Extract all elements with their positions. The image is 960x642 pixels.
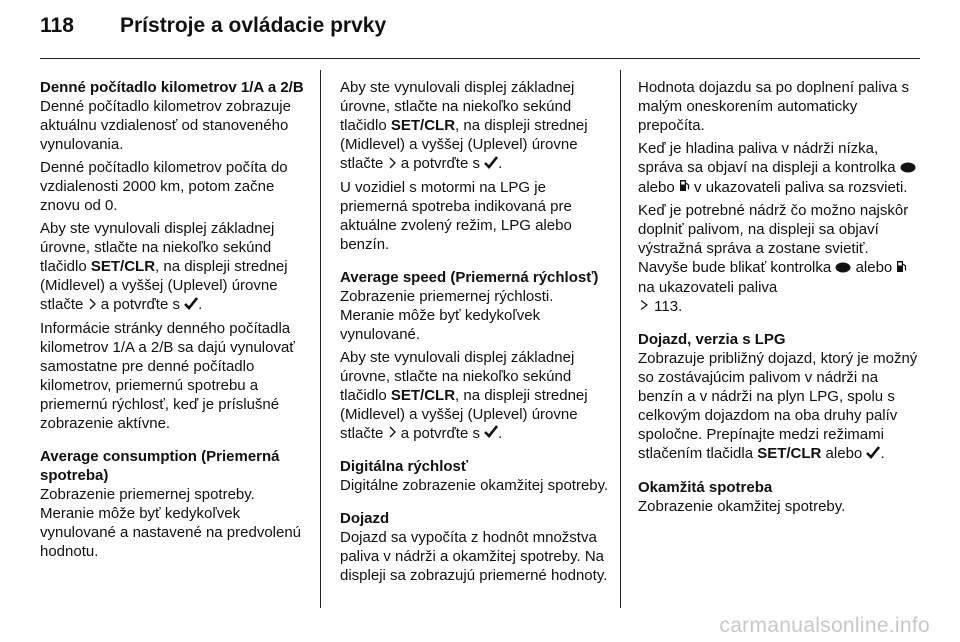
checkmark-icon xyxy=(866,445,880,464)
oval-lamp-icon xyxy=(900,159,916,178)
paragraph: Aby ste vynulovali displej základnej úrovne, stlačte na niekoľko sekúnd tlačidlo SET/CLR, na displeji strednej (Midlevel) a vyššej (Uplevel) úrovne stlačte a potvrďte s . xyxy=(340,79,588,172)
page-number: 118 xyxy=(40,14,74,37)
page-reference-icon xyxy=(638,297,650,316)
set-clr-button-label: SET/CLR xyxy=(90,258,156,275)
paragraph: Zobrazenie priemernej rýchlosti. Meranie môže byť kedykoľvek vynulované. xyxy=(340,287,554,343)
set-clr-button-label: SET/CLR xyxy=(390,386,456,404)
column-2 xyxy=(340,78,610,589)
paragraph: Dojazd sa vypočíta z hodnôt množstva paliva v nádrži a okamžitej spotreby. Na displeji sa zobrazujú priemerné hodnoty. xyxy=(340,529,608,585)
paragraph: Zobrazenie priemernej spotreby. Meranie môže byť kedykoľvek vynulované a nastavené na predvolenú hodnotu. xyxy=(40,485,302,560)
fuel-pump-icon xyxy=(679,178,690,197)
page-header xyxy=(40,14,386,46)
column-3 xyxy=(638,78,918,520)
paragraph: Keď je potrebné nádrž čo možno najskôr doplniť palivom, na displeji sa objaví výstražná správa a zostane svietiť. Navyše bude blikať kontrolka alebo na ukazovateli paliva 113. xyxy=(638,202,909,315)
checkmark-icon xyxy=(484,155,498,174)
paragraph: Denné počítadlo kilometrov zobrazuje aktuálnu vzdialenosť od stanoveného vynulovania. xyxy=(40,98,291,153)
paragraph: Aby ste vynulovali displej základnej úrovne, stlačte na niekoľko sekúnd tlačidlo SET/CLR, na displeji strednej (Midlevel) a vyššej (Uplevel) úrovne stlačte a potvrďte s . xyxy=(40,220,288,313)
page-title: Prístroje a ovládacie prvky xyxy=(120,14,387,37)
section-heading: Dojazd xyxy=(340,510,390,528)
chevron-right-icon xyxy=(388,424,397,443)
chevron-right-icon xyxy=(388,155,397,174)
paragraph: Hodnota dojazdu sa po doplnení paliva s malým oneskorením automaticky prepočíta. xyxy=(638,79,910,134)
section-heading: Average consumption (Priemerná spotreba) xyxy=(40,447,280,484)
column-divider xyxy=(620,70,621,608)
section-heading: Dojazd, verzia s LPG xyxy=(638,331,786,349)
paragraph: Zobrazuje približný dojazd, ktorý je možný so zostávajúcim palivom v nádrži na benzín a v nádrži na plyn LPG, spolu s celkovým dojazdom na oba druhy palív spoločne. Prepínajte medzi režimami stlačením tlačidla SET/CLR alebo . xyxy=(638,350,918,463)
paragraph: Denné počítadlo kilometrov počíta do vzdialenosti 2000 km, potom začne znovu od 0. xyxy=(40,159,288,214)
checkmark-icon xyxy=(484,424,498,443)
column-1 xyxy=(40,78,312,565)
paragraph: Informácie stránky denného počítadla kilometrov 1/A a 2/B sa dajú vynulovať samostatne pre denné počítadlo kilometrov, priemernú spotrebu a priemernú rýchlosť, keď je príslušné zobrazenie aktívne. xyxy=(40,319,295,432)
paragraph: Zobrazenie okamžitej spotreby. xyxy=(638,497,846,515)
paragraph: Keď je hladina paliva v nádrži nízka, správa sa objaví na displeji a kontrolka alebo v ukazovateli paliva sa rozsvieti. xyxy=(638,139,918,197)
page-reference-link[interactable]: 113. xyxy=(654,297,683,315)
section-heading: Okamžitá spotreba xyxy=(638,478,773,496)
paragraph: U vozidiel s motormi na LPG je priemerná spotreba indikovaná pre aktuálne zvolený režim, LPG alebo benzín. xyxy=(340,178,572,253)
checkmark-icon xyxy=(184,296,198,315)
paragraph: Aby ste vynulovali displej základnej úrovne, stlačte na niekoľko sekúnd tlačidlo SET/CLR, na displeji strednej (Midlevel) a vyššej (Uplevel) úrovne stlačte a potvrďte s . xyxy=(340,348,588,442)
column-divider xyxy=(320,70,321,608)
section-heading: Average speed (Priemerná rýchlosť) xyxy=(340,268,599,286)
section-heading: Denné počítadlo kilometrov 1/A a 2/B xyxy=(40,79,304,96)
watermark: carmanualsonline.info xyxy=(719,614,930,637)
set-clr-button-label: SET/CLR xyxy=(390,117,456,134)
section-heading: Digitálna rýchlosť xyxy=(340,458,469,476)
oval-lamp-icon xyxy=(835,259,851,278)
paragraph: Digitálne zobrazenie okamžitej spotreby. xyxy=(340,477,609,495)
fuel-pump-icon xyxy=(896,259,907,278)
chevron-right-icon xyxy=(88,296,97,315)
set-clr-button-label: SET/CLR xyxy=(757,445,822,463)
header-rule xyxy=(40,58,920,59)
